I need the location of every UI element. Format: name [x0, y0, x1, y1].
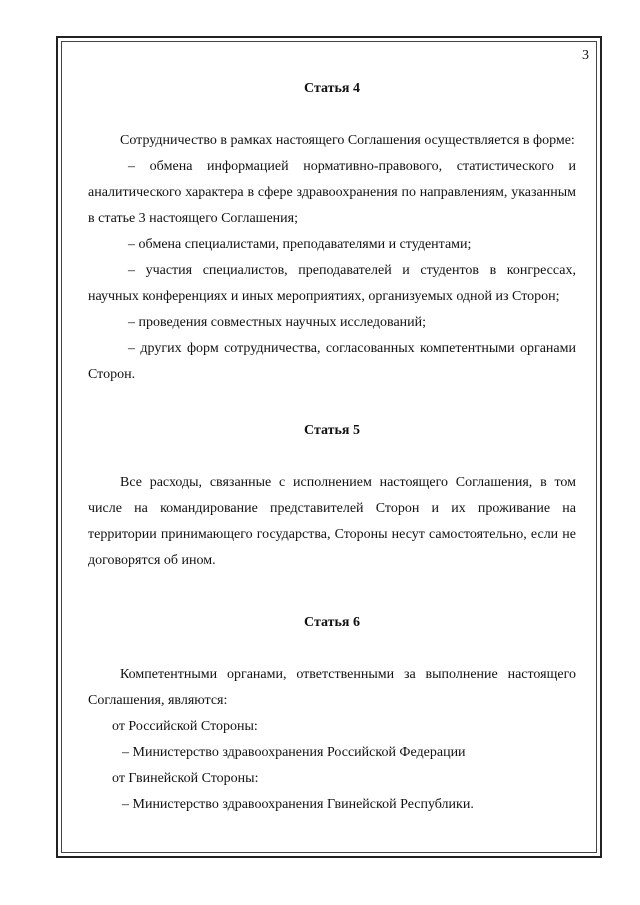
spacer: [88, 574, 576, 610]
russian-side-label: от Российской Стороны:: [112, 719, 258, 734]
spacer: [88, 388, 576, 418]
document-body: [88, 76, 576, 818]
guinea-side-label: от Гвинейской Стороны:: [112, 771, 259, 786]
article4-item: – других форм сотрудничества, согласованных компетентными органами Сторон.: [88, 341, 576, 382]
article4-item: – обмена специалистами, преподавателями и студентами;: [128, 237, 472, 252]
guinea-ministry: – Министерство здравоохранения Гвинейской Республики.: [122, 797, 474, 812]
article4-item: – проведения совместных научных исследований;: [128, 315, 427, 330]
spacer: [88, 444, 576, 470]
spacer: [88, 636, 576, 662]
article4-item: – участия специалистов, преподавателей и студентов в конгрессах, научных конференциях и иных мероприятиях, организуемых одной из Сторон;: [88, 263, 576, 304]
article5-heading: Статья 5: [304, 423, 360, 438]
article4-heading: Статья 4: [304, 81, 360, 96]
spacer: [88, 102, 576, 128]
article4-intro: Сотрудничество в рамках настоящего Соглашения осуществляется в форме:: [120, 133, 575, 148]
russian-ministry: – Министерство здравоохранения Российской Федерации: [122, 745, 466, 760]
article6-heading: Статья 6: [304, 615, 360, 630]
article4-item: – обмена информацией нормативно-правового, статистического и аналитического характера в сфере здравоохранения по направлениям, указанным в статье 3 настоящего Соглашения;: [88, 159, 576, 226]
article6-intro: Компетентными органами, ответственными за выполнение настоящего Соглашения, являются:: [88, 667, 576, 708]
page-number: 3: [582, 48, 589, 63]
article5-text: Все расходы, связанные с исполнением настоящего Соглашения, в том числе на командирование представителей Сторон и их проживание на территории принимающего государства, Стороны несут самостоятельно, если не договорятся об ином.: [88, 475, 576, 568]
